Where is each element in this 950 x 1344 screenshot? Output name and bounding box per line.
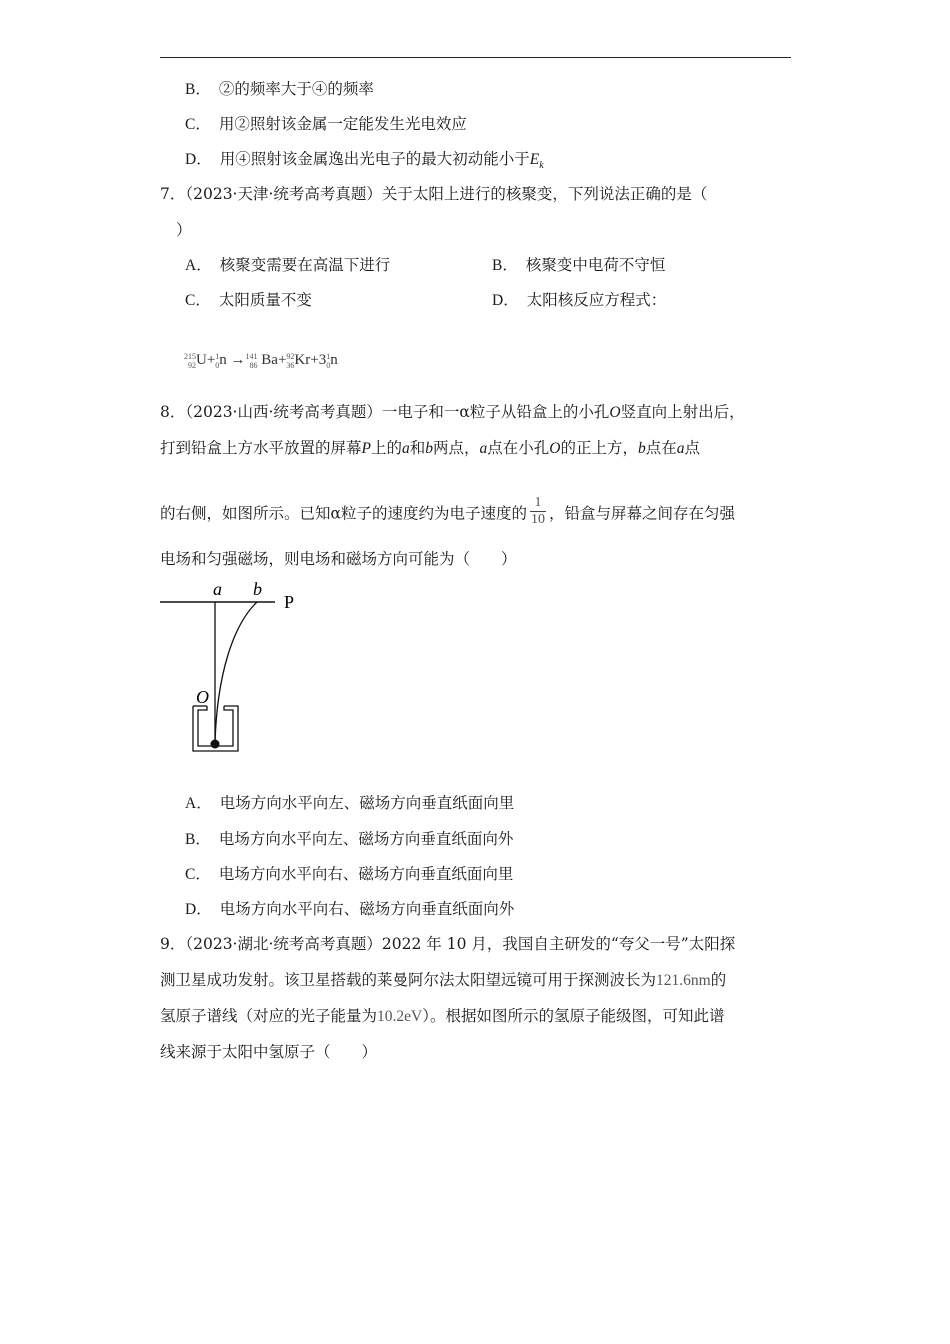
option-letter: A． [185,257,212,274]
option-text: 用②照射该金属一定能发生光电效应 [218,115,467,133]
lead-box-figure [155,575,315,760]
option-letter: B． [492,257,518,274]
q9-stem-line4: 线来源于太阳中氢原子（ ） [160,1043,378,1061]
option-letter: D． [492,292,519,309]
option-letter: D． [185,901,212,918]
curved-trajectory [215,602,257,743]
q8-option-b[interactable] [185,829,513,850]
nuclear-equation [184,350,338,370]
q8-option-c[interactable] [185,864,513,885]
wavelength-value: 121.6nm [656,972,711,989]
label-P: P [284,592,295,612]
q8-stem-line2: 打到铅盒上方水平放置的屏幕P上的a和b两点，a点在小孔O的正上方，b点在a点 [160,439,701,457]
label-O: O [196,687,209,707]
option-text: ②的频率大于④的频率 [218,80,374,98]
option-text: 电场方向水平向右、磁场方向垂直纸面向里 [218,865,514,883]
option-letter: B． [185,81,211,98]
q7-option-d[interactable] [492,290,666,311]
option-text: 电场方向水平向左、磁场方向垂直纸面向外 [218,830,514,848]
option-text: 电场方向水平向右、磁场方向垂直纸面向外 [219,900,515,918]
option-letter: D． [185,151,212,168]
kr-symbol: Kr+3 [294,352,327,368]
q7-option-a[interactable] [185,255,390,276]
option-letter: C． [185,116,211,133]
kr-scripts: 92 36 [286,351,295,370]
q9-stem-line1: 9．（2023·湖北·统考高考真题）2022 年 10 月，我国自主研发的“夸父一号”太阳探 [160,935,736,953]
q7-stem-line1: 7．（2023·天津·统考高考真题）关于太阳上进行的核聚变，下列说法正确的是（ [160,185,708,203]
q8-stem-line3: 的右侧，如图所示。已知α粒子的速度约为电子速度的 $\frac{1}{10}$ ，铅盒与屏幕之间存在匀强 [160,495,735,527]
n2-symbol: n [330,352,338,368]
label-b: b [253,579,262,599]
q6-option-c[interactable] [185,114,467,135]
q9-stem-line2: 测卫星成功发射。该卫星搭载的莱曼阿尔法太阳望远镜可用于探测波长为121.6nm的 [160,971,727,989]
ba-scripts: 141 86 [245,351,258,370]
option-text: 核聚变中电荷不守恒 [525,256,666,274]
option-text: 电场方向水平向左、磁场方向垂直纸面向里 [219,794,515,812]
ba-symbol: Ba+ [261,352,287,368]
option-letter: B． [185,831,211,848]
q7-option-b[interactable] [492,255,665,276]
n-scripts: 1 0 [215,351,220,370]
energy-subscript: k [539,160,544,172]
reaction-arrow: → [230,352,246,368]
energy-symbol: E [529,151,540,168]
q8-stem-line1: 8．（2023·山西·统考高考真题）一电子和一α粒子从铅盒上的小孔O竖直向上射出后， [160,403,745,421]
q6-option-d[interactable] [185,149,544,176]
option-text: 太阳质量不变 [218,291,312,309]
option-text: 太阳核反应方程式： [526,291,667,309]
q8-option-a[interactable] [185,793,514,814]
header-rule [160,57,791,58]
source-dot [211,740,220,749]
q7-option-c[interactable] [185,290,312,311]
q7-stem-line2: ） [176,221,192,239]
option-letter: C． [185,866,211,883]
q9-stem-line3: 氢原子谱线（对应的光子能量为10.2eV）。根据如图所示的氢原子能级图，可知此谱 [160,1007,725,1025]
u-symbol: U+ [196,352,216,368]
q8-option-d[interactable] [185,899,514,920]
option-text: 核聚变需要在高温下进行 [219,256,391,274]
q8-stem-line4: 电场和匀强磁场，则电场和磁场方向可能为（ ） [160,550,517,568]
energy-value: 10.2eV [377,1008,423,1025]
n2-scripts: 1 0 [326,351,331,370]
label-a: a [213,579,222,599]
one-tenth-fraction: $\frac{1}{10}$ [530,495,545,527]
option-letter: C． [185,292,211,309]
u-scripts: 215 92 [184,351,196,370]
n-symbol: n [219,352,227,368]
option-text: 用④照射该金属逸出光电子的最大初动能小于 [219,150,530,168]
q6-option-b[interactable] [185,79,374,100]
option-letter: A． [185,795,212,812]
